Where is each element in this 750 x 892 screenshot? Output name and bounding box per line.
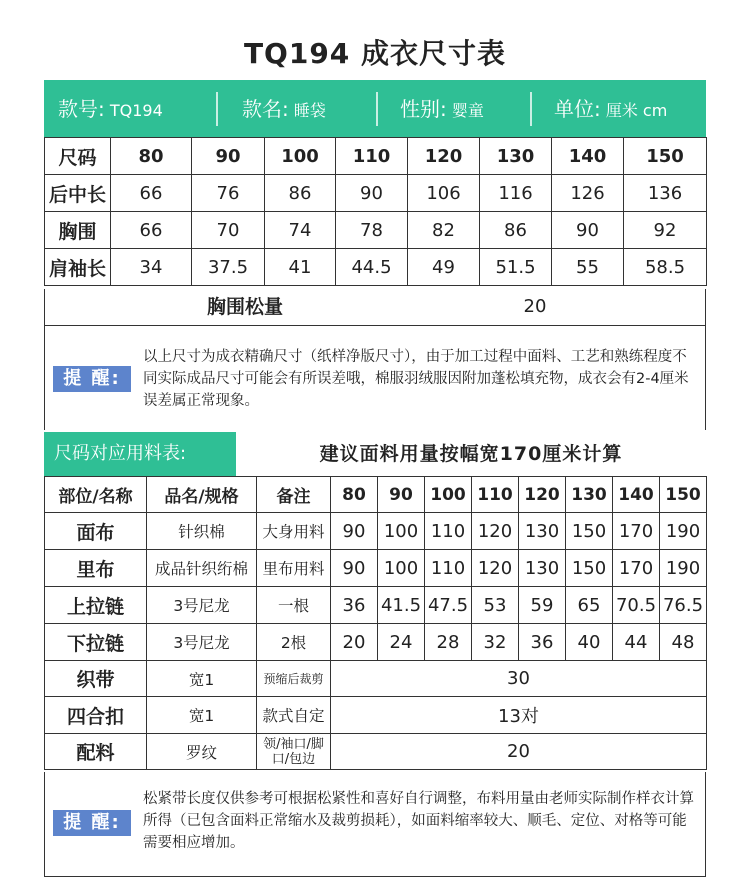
header-cell: 90 (378, 477, 425, 513)
materials-header (44, 432, 706, 476)
table-cell: 48 (660, 624, 707, 661)
table-cell: 90 (331, 513, 378, 550)
part-cell: 四合扣 (45, 697, 147, 734)
spec-cell: 宽1 (147, 661, 257, 697)
spec-cell: 成品针织绗棉 (147, 550, 257, 587)
table-cell: 58.5 (624, 249, 707, 286)
spec-cell: 针织棉 (147, 513, 257, 550)
table-cell: 32 (472, 624, 519, 661)
table-cell: 76.5 (660, 587, 707, 624)
table-cell: 70 (192, 212, 265, 249)
table-cell: 20 (331, 624, 378, 661)
table-cell: 36 (519, 624, 566, 661)
table-cell: 24 (378, 624, 425, 661)
merged-value-cell: 13对 (331, 697, 707, 734)
chest-ease-value: 20 (523, 296, 547, 317)
remark-cell: 款式自定 (257, 697, 331, 734)
table-cell: 86 (265, 175, 336, 212)
header-cell: 80 (331, 477, 378, 513)
table-cell: 110 (425, 513, 472, 550)
materials-header-row (45, 477, 707, 513)
size-header-cell: 80 (111, 138, 192, 175)
table-row (45, 550, 707, 587)
table-cell: 90 (331, 550, 378, 587)
style-name-field (242, 80, 326, 138)
table-cell: 106 (408, 175, 480, 212)
gender-label: 性别: (400, 97, 447, 121)
unit-label: 单位: (554, 97, 601, 121)
style-name-label: 款名: (242, 97, 289, 121)
table-cell: 70.5 (613, 587, 660, 624)
part-cell: 面布 (45, 513, 147, 550)
remark-cell: 大身用料 (257, 513, 331, 550)
table-cell: 136 (624, 175, 707, 212)
table-cell: 28 (425, 624, 472, 661)
header-cell: 110 (472, 477, 519, 513)
table-cell: 49 (408, 249, 480, 286)
divider (376, 92, 378, 126)
table-cell: 120 (472, 513, 519, 550)
table-row (45, 624, 707, 661)
materials-badge: 尺码对应用料表: (44, 432, 236, 476)
size-header-cell: 140 (552, 138, 624, 175)
table-cell: 170 (613, 513, 660, 550)
table-row (45, 175, 707, 212)
size-header-cell: 100 (265, 138, 336, 175)
table-cell: 74 (265, 212, 336, 249)
reminder-text: 以上尺寸为成衣精确尺寸（纸样净版尺寸），由于加工过程中面料、工艺和熟练程度不同实际成品尺寸可能会有所误差哦，棉服羽绒服因附加蓬松填充物，成衣会有2-4厘米误差属正常现象。 (143, 349, 689, 409)
table-row (45, 587, 707, 624)
chest-ease-label: 胸围松量 (206, 296, 283, 318)
table-cell: 150 (566, 550, 613, 587)
table-cell: 90 (552, 212, 624, 249)
page-title: TQ194 成衣尺寸表 (243, 37, 507, 70)
table-cell: 100 (378, 550, 425, 587)
table-cell: 190 (660, 550, 707, 587)
row-label: 后中长 (45, 175, 111, 212)
row-label: 胸围 (45, 212, 111, 249)
table-cell: 66 (111, 212, 192, 249)
table-cell: 65 (566, 587, 613, 624)
table-cell: 100 (378, 513, 425, 550)
table-cell: 82 (408, 212, 480, 249)
table-cell: 116 (480, 175, 552, 212)
table-row (45, 212, 707, 249)
table-cell: 170 (613, 550, 660, 587)
size-header-label: 尺码 (45, 138, 111, 175)
header-cell: 120 (519, 477, 566, 513)
style-no-value: TQ194 (109, 101, 163, 120)
reminder-text: 松紧带长度仅供参考可根据松紧性和喜好自行调整，布料用量由老师实际制作样衣计算所得（已包含面料正常缩水及裁剪损耗），如面料缩率较大、顺毛、定位、对格等可能需要相应增加。 (143, 791, 694, 851)
reminder-badge: 提 醒: (53, 810, 131, 836)
table-cell: 150 (566, 513, 613, 550)
part-cell: 下拉链 (45, 624, 147, 661)
merged-value-cell: 30 (331, 661, 707, 697)
style-no-label: 款号: (58, 97, 105, 121)
table-cell: 41.5 (378, 587, 425, 624)
spec-cell: 3号尼龙 (147, 624, 257, 661)
chest-ease-row (44, 289, 706, 326)
unit-field (554, 80, 667, 138)
size-table (44, 137, 707, 286)
table-row (45, 734, 707, 770)
table-cell: 34 (111, 249, 192, 286)
table-cell: 40 (566, 624, 613, 661)
header-cell: 100 (425, 477, 472, 513)
remark-cell: 2根 (257, 624, 331, 661)
table-cell: 90 (336, 175, 408, 212)
gender-field (400, 80, 484, 138)
spec-cell: 3号尼龙 (147, 587, 257, 624)
materials-table (44, 476, 707, 770)
size-header-row (45, 138, 707, 175)
remark-cell: 预缩后裁剪 (257, 661, 331, 697)
table-cell: 36 (331, 587, 378, 624)
divider (216, 92, 218, 126)
materials-note: 建议面料用量按幅宽170厘米计算 (319, 443, 623, 465)
table-row (45, 697, 707, 734)
part-cell: 配料 (45, 734, 147, 770)
table-cell: 51.5 (480, 249, 552, 286)
header-cell: 140 (613, 477, 660, 513)
spec-cell: 宽1 (147, 697, 257, 734)
header-cell: 备注 (257, 477, 331, 513)
table-cell: 126 (552, 175, 624, 212)
table-cell: 41 (265, 249, 336, 286)
remark-cell: 领/袖口/脚口/包边 (257, 734, 331, 770)
remark-cell: 里布用料 (257, 550, 331, 587)
row-label: 肩袖长 (45, 249, 111, 286)
table-cell: 130 (519, 513, 566, 550)
table-cell: 78 (336, 212, 408, 249)
style-no-field (58, 80, 163, 138)
size-header-cell: 150 (624, 138, 707, 175)
table-cell: 76 (192, 175, 265, 212)
table-cell: 44.5 (336, 249, 408, 286)
header-cell: 130 (566, 477, 613, 513)
part-cell: 上拉链 (45, 587, 147, 624)
size-header-cell: 90 (192, 138, 265, 175)
table-cell: 37.5 (192, 249, 265, 286)
size-header-cell: 110 (336, 138, 408, 175)
table-cell: 110 (425, 550, 472, 587)
reminder-badge: 提 醒: (53, 366, 131, 392)
table-cell: 44 (613, 624, 660, 661)
table-cell: 53 (472, 587, 519, 624)
spec-cell: 罗纹 (147, 734, 257, 770)
unit-value: 厘米 cm (605, 101, 668, 120)
table-cell: 86 (480, 212, 552, 249)
header-cell: 部位/名称 (45, 477, 147, 513)
table-row (45, 249, 707, 286)
divider (530, 92, 532, 126)
header-cell: 品名/规格 (147, 477, 257, 513)
size-header-cell: 120 (408, 138, 480, 175)
table-row (45, 513, 707, 550)
header-cell: 150 (660, 477, 707, 513)
part-cell: 里布 (45, 550, 147, 587)
materials-note-box (44, 772, 706, 877)
table-cell: 130 (519, 550, 566, 587)
part-cell: 织带 (45, 661, 147, 697)
table-cell: 66 (111, 175, 192, 212)
table-row (45, 661, 707, 697)
style-name-value: 睡袋 (293, 101, 326, 120)
size-header-cell: 130 (480, 138, 552, 175)
table-cell: 55 (552, 249, 624, 286)
merged-value-cell: 20 (331, 734, 707, 770)
size-note (44, 326, 706, 430)
table-cell: 59 (519, 587, 566, 624)
style-info-bar (44, 80, 706, 138)
table-cell: 47.5 (425, 587, 472, 624)
remark-cell: 一根 (257, 587, 331, 624)
table-cell: 92 (624, 212, 707, 249)
table-cell: 190 (660, 513, 707, 550)
gender-value: 婴童 (451, 101, 484, 120)
table-cell: 120 (472, 550, 519, 587)
